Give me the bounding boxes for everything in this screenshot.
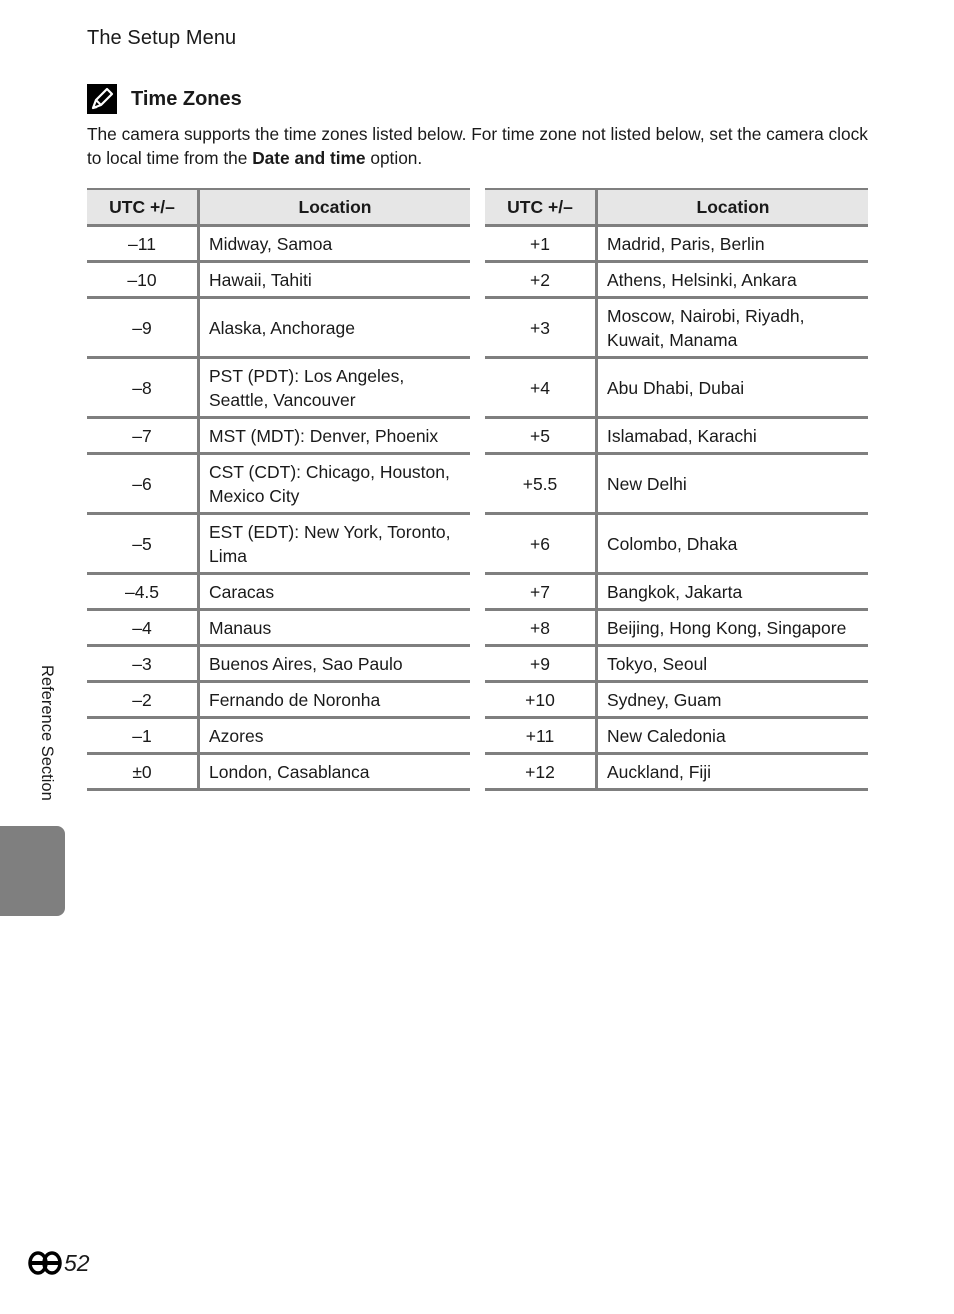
table-row [485, 682, 868, 718]
location: Abu Dhabi, Dubai [597, 358, 869, 418]
utc-offset: +8 [485, 610, 597, 646]
utc-offset: +11 [485, 718, 597, 754]
table-row [485, 454, 868, 514]
location-column-header: Location [199, 189, 471, 226]
location: Beijing, Hong Kong, Singapore [597, 610, 869, 646]
utc-offset: +1 [485, 226, 597, 262]
location: Buenos Aires, Sao Paulo [199, 646, 471, 682]
intro-bold-option: Date and time [252, 148, 366, 168]
time-zone-table-left [87, 188, 470, 791]
utc-offset: –3 [87, 646, 199, 682]
utc-offset: –1 [87, 718, 199, 754]
utc-offset: +3 [485, 298, 597, 358]
table-row [485, 298, 868, 358]
utc-offset: +7 [485, 574, 597, 610]
table-row [485, 754, 868, 790]
location: CST (CDT): Chicago, Houston, Mexico City [199, 454, 471, 514]
location: Sydney, Guam [597, 682, 869, 718]
table-row [87, 718, 470, 754]
intro-paragraph [87, 122, 877, 170]
utc-offset: –6 [87, 454, 199, 514]
table-row [87, 454, 470, 514]
location: Alaska, Anchorage [199, 298, 471, 358]
utc-offset: +4 [485, 358, 597, 418]
section-heading [87, 83, 242, 115]
utc-offset: +10 [485, 682, 597, 718]
location: London, Casablanca [199, 754, 471, 790]
running-head: The Setup Menu [87, 27, 237, 49]
utc-offset: –8 [87, 358, 199, 418]
location: Auckland, Fiji [597, 754, 869, 790]
reference-section-e-icon [28, 1248, 62, 1278]
table-row [87, 298, 470, 358]
table-row [485, 574, 868, 610]
utc-offset: –11 [87, 226, 199, 262]
table-row [87, 574, 470, 610]
location: EST (EDT): New York, Toronto, Lima [199, 514, 471, 574]
location: Azores [199, 718, 471, 754]
section-title: Time Zones [131, 87, 242, 110]
location: Hawaii, Tahiti [199, 262, 471, 298]
utc-offset: +5.5 [485, 454, 597, 514]
table-row [87, 682, 470, 718]
utc-offset: –10 [87, 262, 199, 298]
table-row [87, 610, 470, 646]
utc-column-header: UTC +/– [485, 189, 597, 226]
table-row [485, 226, 868, 262]
location: MST (MDT): Denver, Phoenix [199, 418, 471, 454]
table-row [87, 646, 470, 682]
table-row [87, 226, 470, 262]
table-row [485, 358, 868, 418]
utc-offset: +9 [485, 646, 597, 682]
location: New Delhi [597, 454, 869, 514]
table-row [485, 514, 868, 574]
side-tab-label: Reference Section [38, 665, 56, 801]
time-zone-table-right [485, 188, 868, 791]
location: Islamabad, Karachi [597, 418, 869, 454]
table-row [87, 754, 470, 790]
pencil-note-icon [87, 84, 117, 114]
table-header-row [485, 189, 868, 226]
location: New Caledonia [597, 718, 869, 754]
page-number-value: 52 [64, 1249, 90, 1276]
utc-column-header: UTC +/– [87, 189, 199, 226]
location: Tokyo, Seoul [597, 646, 869, 682]
utc-offset: –7 [87, 418, 199, 454]
table-row [87, 514, 470, 574]
table-row [485, 262, 868, 298]
location: Bangkok, Jakarta [597, 574, 869, 610]
location: Madrid, Paris, Berlin [597, 226, 869, 262]
location: Athens, Helsinki, Ankara [597, 262, 869, 298]
location: Fernando de Noronha [199, 682, 471, 718]
location: Midway, Samoa [199, 226, 471, 262]
table-row [485, 718, 868, 754]
reference-section-tab[interactable] [0, 826, 65, 916]
location: Manaus [199, 610, 471, 646]
table-row [485, 646, 868, 682]
utc-offset: +12 [485, 754, 597, 790]
location: Colombo, Dhaka [597, 514, 869, 574]
utc-offset: ±0 [87, 754, 199, 790]
intro-text-after: option. [365, 148, 423, 168]
intro-text-before: The camera supports the time zones listed below. For time zone not listed below, set the camera clock to local time from the [87, 124, 868, 168]
table-row [485, 610, 868, 646]
utc-offset: –5 [87, 514, 199, 574]
page-number [28, 1248, 90, 1278]
location: PST (PDT): Los Angeles, Seattle, Vancouver [199, 358, 471, 418]
utc-offset: –2 [87, 682, 199, 718]
utc-offset: –4 [87, 610, 199, 646]
location-column-header: Location [597, 189, 869, 226]
table-row [87, 418, 470, 454]
utc-offset: +5 [485, 418, 597, 454]
utc-offset: –4.5 [87, 574, 199, 610]
utc-offset: –9 [87, 298, 199, 358]
utc-offset: +6 [485, 514, 597, 574]
table-row [485, 418, 868, 454]
table-header-row [87, 189, 470, 226]
location: Caracas [199, 574, 471, 610]
utc-offset: +2 [485, 262, 597, 298]
location: Moscow, Nairobi, Riyadh, Kuwait, Manama [597, 298, 869, 358]
table-row [87, 358, 470, 418]
table-row [87, 262, 470, 298]
